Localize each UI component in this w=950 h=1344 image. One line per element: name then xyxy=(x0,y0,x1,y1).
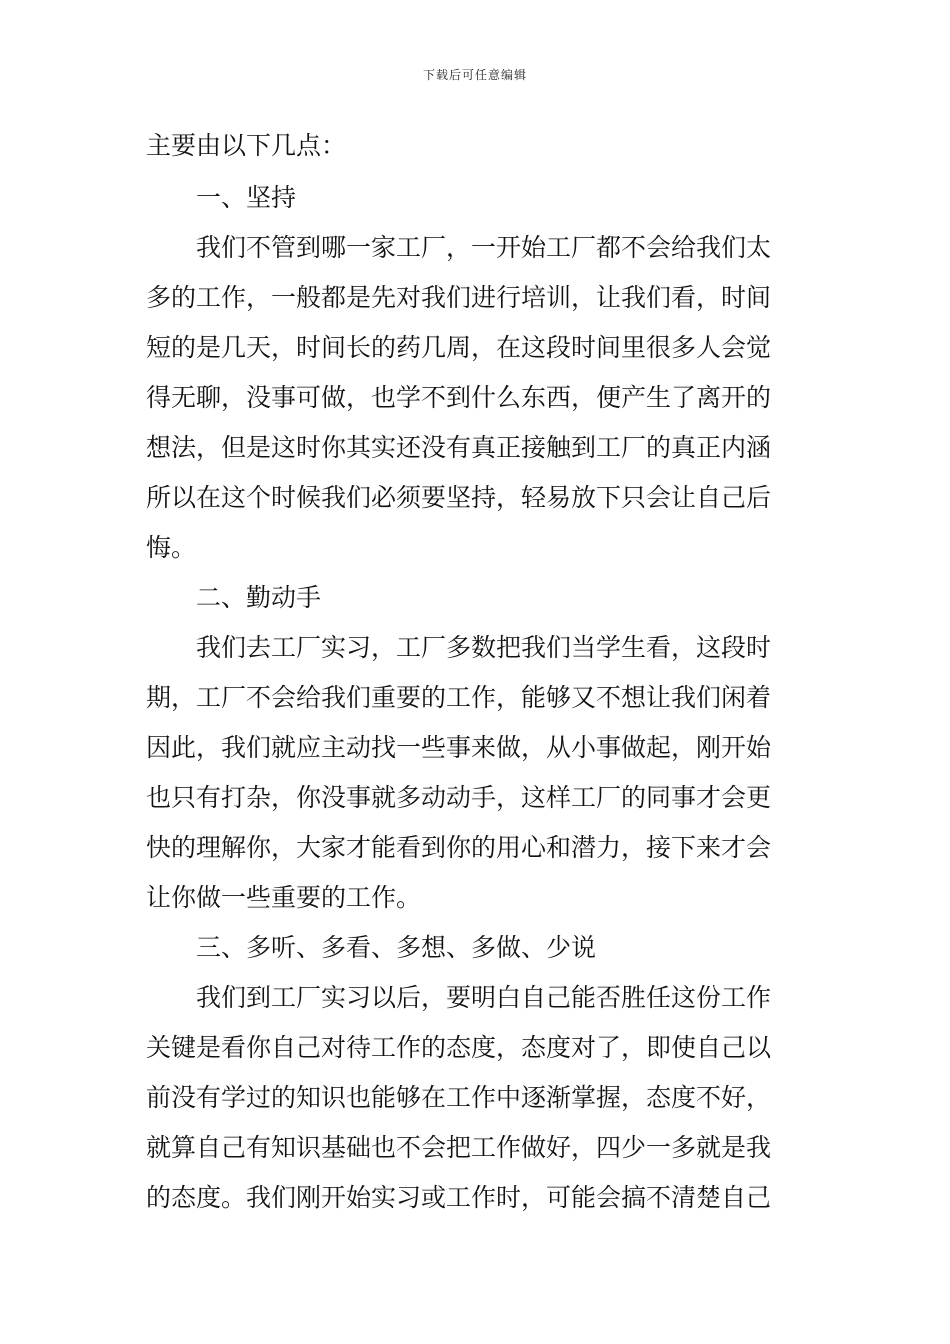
section-heading-1: 一、坚持 xyxy=(196,183,297,212)
text-line-16: 让你做一些重要的工作。 xyxy=(146,883,422,912)
text-line-21: 就算自己有知识基础也不会把工作做好，四少一多就是我 xyxy=(146,1133,772,1162)
text-line-6: 得无聊，没事可做，也学不到什么东西，便产生了离开的 xyxy=(146,383,772,412)
text-line-1: 主要由以下几点： xyxy=(146,131,347,160)
section-heading-3: 三、多听、多看、多想、多做、少说 xyxy=(196,933,597,962)
text-line-19: 关键是看你自己对待工作的态度，态度对了，即使自己以 xyxy=(146,1033,772,1062)
text-line-5: 短的是几天，时间长的药几周，在这段时间里很多人会觉 xyxy=(146,333,772,362)
text-line-9: 悔。 xyxy=(146,533,197,562)
text-line-13: 因此，我们就应主动找一些事来做，从小事做起，刚开始 xyxy=(146,733,772,762)
text-line-11: 我们去工厂实习，工厂多数把我们当学生看，这段时 xyxy=(196,633,772,662)
text-line-20: 前没有学过的知识也能够在工作中逐渐掌握，态度不好， xyxy=(146,1083,772,1112)
text-line-7: 想法，但是这时你其实还没有真正接触到工厂的真正内涵 xyxy=(146,433,772,462)
text-line-8: 所以在这个时候我们必须要坚持，轻易放下只会让自己后 xyxy=(146,483,772,512)
page-header: 下载后可任意编辑 xyxy=(422,68,527,82)
text-line-14: 也只有打杂，你没事就多动动手，这样工厂的同事才会更 xyxy=(146,783,772,812)
section-heading-2: 二、勤动手 xyxy=(196,583,322,612)
text-line-15: 快的理解你，大家才能看到你的用心和潜力，接下来才会 xyxy=(146,833,772,862)
text-line-3: 我们不管到哪一家工厂，一开始工厂都不会给我们太 xyxy=(196,233,772,262)
text-line-22: 的态度。我们刚开始实习或工作时，可能会搞不清楚自己 xyxy=(146,1183,772,1212)
text-line-12: 期，工厂不会给我们重要的工作，能够又不想让我们闲着 xyxy=(146,683,772,712)
text-line-4: 多的工作，一般都是先对我们进行培训，让我们看，时间 xyxy=(146,283,772,312)
text-line-18: 我们到工厂实习以后，要明白自己能否胜任这份工作 xyxy=(196,983,772,1012)
